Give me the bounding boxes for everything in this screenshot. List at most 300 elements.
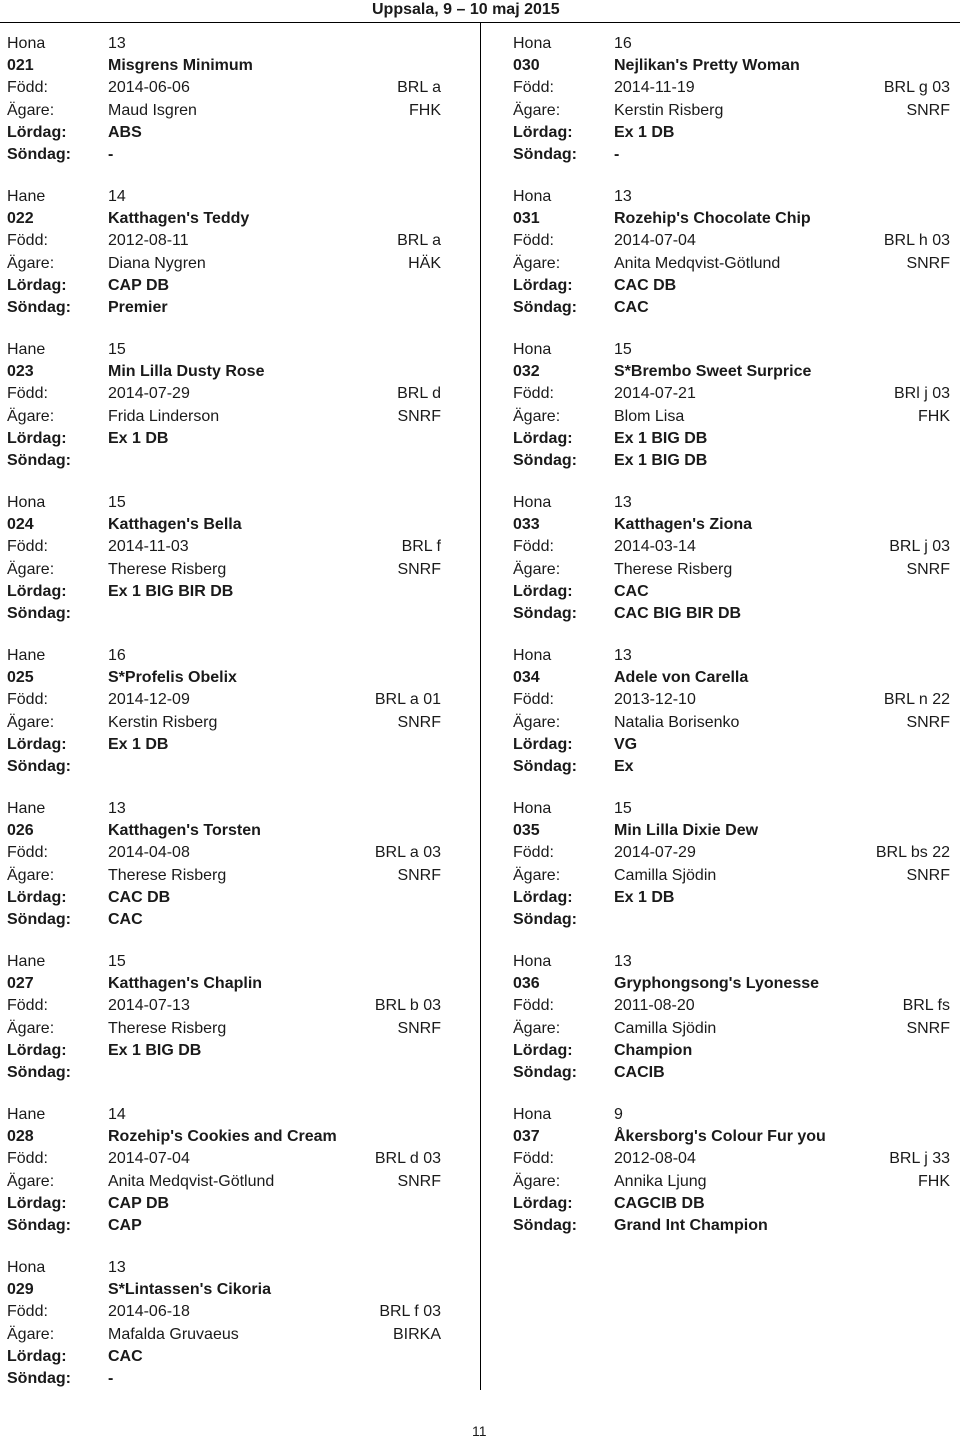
number-name-row <box>513 667 950 689</box>
number-name-row <box>7 55 441 77</box>
born-label: Född: <box>513 997 554 1015</box>
page-number: 11 <box>472 1423 487 1439</box>
sunday-row <box>513 450 950 472</box>
saturday-label: Lördag: <box>513 1194 573 1212</box>
saturday-result: Ex 1 DB <box>614 888 675 906</box>
cat-entry <box>7 645 441 798</box>
saturday-row <box>7 887 441 909</box>
sunday-label: Söndag: <box>7 604 71 622</box>
number-name-row <box>7 973 441 995</box>
color-code: BRL a <box>397 79 441 97</box>
cat-sex: Hona <box>513 35 552 52</box>
sunday-row <box>513 1215 950 1237</box>
born-row <box>7 230 441 252</box>
color-code: BRL n 22 <box>883 691 950 709</box>
sunday-result: Premier <box>108 298 168 316</box>
born-date: 2014-11-03 <box>108 538 189 556</box>
cat-sex: Hona <box>513 341 552 358</box>
cat-name: Katthagen's Torsten <box>108 822 261 840</box>
born-label: Född: <box>7 997 48 1015</box>
left-column <box>7 33 441 1410</box>
born-row <box>7 383 441 405</box>
cat-age: 13 <box>108 35 126 52</box>
club-name: HÄK <box>408 254 441 272</box>
club-name: SNRF <box>397 407 441 425</box>
club-name: SNRF <box>906 101 950 119</box>
owner-row <box>7 100 441 122</box>
color-code: BRL a 03 <box>374 844 441 862</box>
cat-name: S*Profelis Obelix <box>108 669 237 687</box>
owner-label: Ägare: <box>7 254 55 272</box>
club-name: SNRF <box>397 1172 441 1190</box>
sunday-label: Söndag: <box>7 910 71 928</box>
cat-number: 031 <box>513 210 540 228</box>
owner-name: Therese Risberg <box>614 560 733 578</box>
sex-age-row <box>7 1257 441 1279</box>
sunday-label: Söndag: <box>513 451 577 469</box>
number-name-row <box>7 361 441 383</box>
sunday-row <box>513 756 950 778</box>
cat-entry <box>513 492 950 645</box>
cat-entry <box>513 1104 950 1257</box>
owner-label: Ägare: <box>513 866 561 884</box>
sunday-result: CACIB <box>614 1063 665 1081</box>
number-name-row <box>7 667 441 689</box>
saturday-label: Lördag: <box>7 123 67 141</box>
owner-name: Frida Linderson <box>108 407 220 425</box>
sex-age-row <box>7 492 441 514</box>
sex-age-row <box>513 951 950 973</box>
cat-entry <box>513 798 950 951</box>
cat-entry <box>513 339 950 492</box>
born-row <box>7 1148 441 1170</box>
saturday-result: Ex 1 DB <box>108 429 169 447</box>
saturday-row <box>513 887 950 909</box>
sex-age-row <box>513 798 950 820</box>
born-label: Född: <box>513 844 554 862</box>
sex-age-row <box>7 339 441 361</box>
sex-age-row <box>7 798 441 820</box>
owner-label: Ägare: <box>7 101 55 119</box>
owner-label: Ägare: <box>7 866 55 884</box>
born-label: Född: <box>7 232 48 250</box>
cat-age: 13 <box>614 647 632 664</box>
sunday-row <box>513 1062 950 1084</box>
owner-label: Ägare: <box>513 101 561 119</box>
cat-sex: Hane <box>7 800 46 817</box>
cat-name: Rozehip's Chocolate Chip <box>614 210 811 228</box>
color-code: BRL f 03 <box>379 1303 441 1321</box>
saturday-row <box>7 122 441 144</box>
owner-row <box>7 1171 441 1193</box>
born-row <box>7 995 441 1017</box>
saturday-label: Lördag: <box>7 276 67 294</box>
born-date: 2014-07-04 <box>614 232 696 250</box>
sunday-label: Söndag: <box>7 1369 71 1387</box>
born-row <box>513 995 950 1017</box>
sex-age-row <box>513 339 950 361</box>
cat-number: 024 <box>7 516 34 534</box>
cat-age: 15 <box>614 341 632 358</box>
owner-label: Ägare: <box>7 407 55 425</box>
owner-row <box>513 1018 950 1040</box>
sunday-label: Söndag: <box>7 451 71 469</box>
born-row <box>513 842 950 864</box>
saturday-label: Lördag: <box>513 888 573 906</box>
sunday-label: Söndag: <box>513 604 577 622</box>
cat-entry <box>7 339 441 492</box>
number-name-row <box>7 514 441 536</box>
cat-entry <box>7 1257 441 1410</box>
sunday-label: Söndag: <box>513 910 577 928</box>
sunday-result: CAC <box>108 910 143 928</box>
saturday-row <box>513 581 950 603</box>
saturday-row <box>513 275 950 297</box>
sunday-label: Söndag: <box>513 1063 577 1081</box>
born-row <box>513 383 950 405</box>
saturday-label: Lördag: <box>7 735 67 753</box>
number-name-row <box>513 55 950 77</box>
saturday-row <box>7 1193 441 1215</box>
sunday-result: CAC <box>614 298 649 316</box>
owner-row <box>513 406 950 428</box>
owner-label: Ägare: <box>7 1325 55 1343</box>
sunday-result: - <box>614 145 620 163</box>
cat-entry <box>7 186 441 339</box>
saturday-label: Lördag: <box>7 1041 67 1059</box>
cat-entry <box>7 951 441 1104</box>
sunday-row <box>513 603 950 625</box>
number-name-row <box>7 1279 441 1301</box>
born-date: 2014-03-14 <box>614 538 696 556</box>
saturday-result: CAC DB <box>614 276 677 294</box>
owner-row <box>7 1018 441 1040</box>
saturday-label: Lördag: <box>7 888 67 906</box>
born-label: Född: <box>513 232 554 250</box>
sunday-result: - <box>108 1369 114 1387</box>
saturday-label: Lördag: <box>513 123 573 141</box>
sex-age-row <box>513 645 950 667</box>
owner-name: Blom Lisa <box>614 407 685 425</box>
born-row <box>513 1148 950 1170</box>
cat-age: 16 <box>108 647 126 664</box>
color-code: BRL g 03 <box>883 79 950 97</box>
owner-row <box>513 559 950 581</box>
club-name: SNRF <box>906 560 950 578</box>
cat-name: S*Lintassen's Cikoria <box>108 1281 271 1299</box>
sunday-result: CAP <box>108 1216 142 1234</box>
club-name: SNRF <box>906 713 950 731</box>
cat-number: 036 <box>513 975 540 993</box>
born-label: Född: <box>513 691 554 709</box>
saturday-result: Ex 1 DB <box>108 735 169 753</box>
cat-name: Åkersborg's Colour Fur you <box>614 1128 826 1146</box>
number-name-row <box>513 361 950 383</box>
born-row <box>7 689 441 711</box>
cat-entry <box>513 951 950 1104</box>
cat-age: 15 <box>108 494 126 511</box>
color-code: BRL j 03 <box>889 538 950 556</box>
color-code: BRL fs <box>902 997 950 1015</box>
sunday-row <box>7 297 441 319</box>
cat-sex: Hona <box>7 494 46 511</box>
sunday-result: CAC BIG BIR DB <box>614 604 742 622</box>
sunday-row <box>7 1062 441 1084</box>
born-row <box>7 77 441 99</box>
owner-label: Ägare: <box>7 713 55 731</box>
owner-row <box>513 100 950 122</box>
born-date: 2014-07-13 <box>108 997 190 1015</box>
number-name-row <box>513 1126 950 1148</box>
owner-name: Therese Risberg <box>108 866 227 884</box>
sunday-row <box>7 909 441 931</box>
owner-name: Therese Risberg <box>108 560 227 578</box>
color-code: BRL a 01 <box>374 691 441 709</box>
sex-age-row <box>513 1104 950 1126</box>
saturday-label: Lördag: <box>513 735 573 753</box>
sex-age-row <box>7 951 441 973</box>
saturday-row <box>7 734 441 756</box>
club-name: SNRF <box>906 866 950 884</box>
cat-sex: Hona <box>7 35 46 52</box>
sunday-result: Ex 1 BIG DB <box>614 451 708 469</box>
number-name-row <box>7 820 441 842</box>
saturday-label: Lördag: <box>513 582 573 600</box>
owner-name: Camilla Sjödin <box>614 1019 717 1037</box>
born-row <box>513 689 950 711</box>
club-name: FHK <box>918 1172 950 1190</box>
sunday-row <box>513 144 950 166</box>
owner-name: Annika Ljung <box>614 1172 707 1190</box>
page-header <box>0 0 960 23</box>
club-name: SNRF <box>397 713 441 731</box>
saturday-label: Lördag: <box>513 276 573 294</box>
sunday-row <box>7 450 441 472</box>
club-name: SNRF <box>397 1019 441 1037</box>
color-code: BRL d <box>397 385 441 403</box>
owner-label: Ägare: <box>513 1172 561 1190</box>
cat-entry <box>7 33 441 186</box>
saturday-result: Ex 1 DB <box>614 123 675 141</box>
owner-label: Ägare: <box>513 560 561 578</box>
owner-row <box>513 1171 950 1193</box>
cat-age: 16 <box>614 35 632 52</box>
owner-name: Mafalda Gruvaeus <box>108 1325 239 1343</box>
sunday-label: Söndag: <box>513 757 577 775</box>
cat-number: 037 <box>513 1128 540 1146</box>
number-name-row <box>513 514 950 536</box>
born-date: 2012-08-04 <box>614 1150 696 1168</box>
born-date: 2014-11-19 <box>614 79 695 97</box>
sunday-result: Grand Int Champion <box>614 1216 768 1234</box>
saturday-label: Lördag: <box>7 582 67 600</box>
saturday-row <box>7 1040 441 1062</box>
color-code: BRL d 03 <box>374 1150 441 1168</box>
born-row <box>513 536 950 558</box>
cat-sex: Hona <box>513 494 552 511</box>
owner-name: Anita Medqvist-Götlund <box>108 1172 275 1190</box>
color-code: BRL h 03 <box>883 232 950 250</box>
cat-number: 023 <box>7 363 34 381</box>
born-label: Född: <box>7 691 48 709</box>
sex-age-row <box>513 186 950 208</box>
cat-name: Katthagen's Teddy <box>108 210 250 228</box>
cat-name: Rozehip's Cookies and Cream <box>108 1128 337 1146</box>
cat-number: 028 <box>7 1128 34 1146</box>
born-date: 2014-07-04 <box>108 1150 190 1168</box>
born-label: Född: <box>7 538 48 556</box>
owner-name: Diana Nygren <box>108 254 206 272</box>
cat-number: 035 <box>513 822 540 840</box>
cat-name: Min Lilla Dixie Dew <box>614 822 759 840</box>
club-name: FHK <box>918 407 950 425</box>
cat-entry <box>513 645 950 798</box>
sunday-result: Ex <box>614 757 634 775</box>
born-row <box>7 842 441 864</box>
cat-name: Adele von Carella <box>614 669 749 687</box>
cat-number: 022 <box>7 210 34 228</box>
cat-number: 026 <box>7 822 34 840</box>
owner-row <box>7 253 441 275</box>
saturday-result: CAC <box>108 1347 143 1365</box>
cat-age: 15 <box>108 953 126 970</box>
cat-sex: Hane <box>7 188 46 205</box>
cat-number: 032 <box>513 363 540 381</box>
born-row <box>513 77 950 99</box>
saturday-result: Ex 1 BIG BIR DB <box>108 582 234 600</box>
sunday-label: Söndag: <box>513 298 577 316</box>
cat-sex: Hona <box>7 1259 46 1276</box>
number-name-row <box>513 973 950 995</box>
owner-row <box>513 253 950 275</box>
owner-name: Maud Isgren <box>108 101 197 119</box>
cat-sex: Hona <box>513 188 552 205</box>
sex-age-row <box>513 33 950 55</box>
cat-age: 13 <box>108 800 126 817</box>
born-label: Född: <box>7 844 48 862</box>
born-label: Född: <box>513 538 554 556</box>
cat-sex: Hane <box>7 953 46 970</box>
born-date: 2014-07-29 <box>108 385 190 403</box>
owner-label: Ägare: <box>513 407 561 425</box>
cat-name: Katthagen's Chaplin <box>108 975 263 993</box>
cat-age: 13 <box>614 188 632 205</box>
sex-age-row <box>513 492 950 514</box>
cat-name: Min Lilla Dusty Rose <box>108 363 265 381</box>
born-date: 2014-07-21 <box>614 385 696 403</box>
sex-age-row <box>7 33 441 55</box>
club-name: FHK <box>409 101 441 119</box>
color-code: BRL f <box>401 538 441 556</box>
club-name: SNRF <box>397 560 441 578</box>
born-label: Född: <box>513 79 554 97</box>
owner-name: Therese Risberg <box>108 1019 227 1037</box>
sex-age-row <box>7 186 441 208</box>
sunday-label: Söndag: <box>7 1216 71 1234</box>
born-label: Född: <box>7 1150 48 1168</box>
cat-entry <box>513 33 950 186</box>
born-row <box>513 230 950 252</box>
owner-label: Ägare: <box>7 1172 55 1190</box>
sunday-result: - <box>108 145 114 163</box>
owner-name: Kerstin Risberg <box>614 101 724 119</box>
club-name: SNRF <box>906 1019 950 1037</box>
owner-label: Ägare: <box>513 1019 561 1037</box>
saturday-row <box>7 581 441 603</box>
saturday-label: Lördag: <box>513 429 573 447</box>
cat-name: Katthagen's Bella <box>108 516 242 534</box>
owner-name: Camilla Sjödin <box>614 866 717 884</box>
owner-label: Ägare: <box>7 560 55 578</box>
number-name-row <box>513 208 950 230</box>
sex-age-row <box>7 645 441 667</box>
born-label: Född: <box>7 79 48 97</box>
sunday-label: Söndag: <box>7 298 71 316</box>
cat-age: 13 <box>108 1259 126 1276</box>
cat-age: 14 <box>108 188 126 205</box>
owner-label: Ägare: <box>513 713 561 731</box>
saturday-row <box>513 1193 950 1215</box>
saturday-result: ABS <box>108 123 142 141</box>
sunday-row <box>7 144 441 166</box>
cat-number: 021 <box>7 57 34 75</box>
color-code: BRL b 03 <box>374 997 441 1015</box>
cat-age: 13 <box>614 494 632 511</box>
saturday-label: Lördag: <box>7 1194 67 1212</box>
sunday-label: Söndag: <box>7 757 71 775</box>
saturday-result: CAC <box>614 582 649 600</box>
cat-age: 9 <box>614 1106 623 1123</box>
color-code: BRl j 03 <box>893 385 950 403</box>
cat-entry <box>7 798 441 951</box>
cat-number: 029 <box>7 1281 34 1299</box>
owner-name: Natalia Borisenko <box>614 713 740 731</box>
cat-sex: Hane <box>7 1106 46 1123</box>
color-code: BRL bs 22 <box>875 844 950 862</box>
owner-row <box>7 1324 441 1346</box>
saturday-result: CAP DB <box>108 1194 170 1212</box>
saturday-result: CAP DB <box>108 276 170 294</box>
owner-row <box>7 712 441 734</box>
saturday-row <box>7 1346 441 1368</box>
saturday-result: Champion <box>614 1041 693 1059</box>
saturday-result: VG <box>614 735 638 753</box>
number-name-row <box>513 820 950 842</box>
owner-name: Anita Medqvist-Götlund <box>614 254 781 272</box>
owner-label: Ägare: <box>7 1019 55 1037</box>
sunday-row <box>7 603 441 625</box>
cat-sex: Hona <box>513 953 552 970</box>
cat-sex: Hane <box>7 647 46 664</box>
born-date: 2011-08-20 <box>614 997 695 1015</box>
owner-label: Ägare: <box>513 254 561 272</box>
cat-number: 034 <box>513 669 540 687</box>
owner-row <box>7 559 441 581</box>
cat-name: S*Brembo Sweet Surprice <box>614 363 812 381</box>
saturday-result: Ex 1 BIG DB <box>614 429 708 447</box>
born-date: 2014-07-29 <box>614 844 696 862</box>
owner-row <box>7 865 441 887</box>
sunday-row <box>7 756 441 778</box>
saturday-result: Ex 1 BIG DB <box>108 1041 202 1059</box>
sunday-row <box>513 297 950 319</box>
saturday-result: CAGCIB DB <box>614 1194 705 1212</box>
color-code: BRL a <box>397 232 441 250</box>
saturday-label: Lördag: <box>7 1347 67 1365</box>
cat-number: 027 <box>7 975 34 993</box>
saturday-row <box>513 428 950 450</box>
cat-entry <box>7 492 441 645</box>
